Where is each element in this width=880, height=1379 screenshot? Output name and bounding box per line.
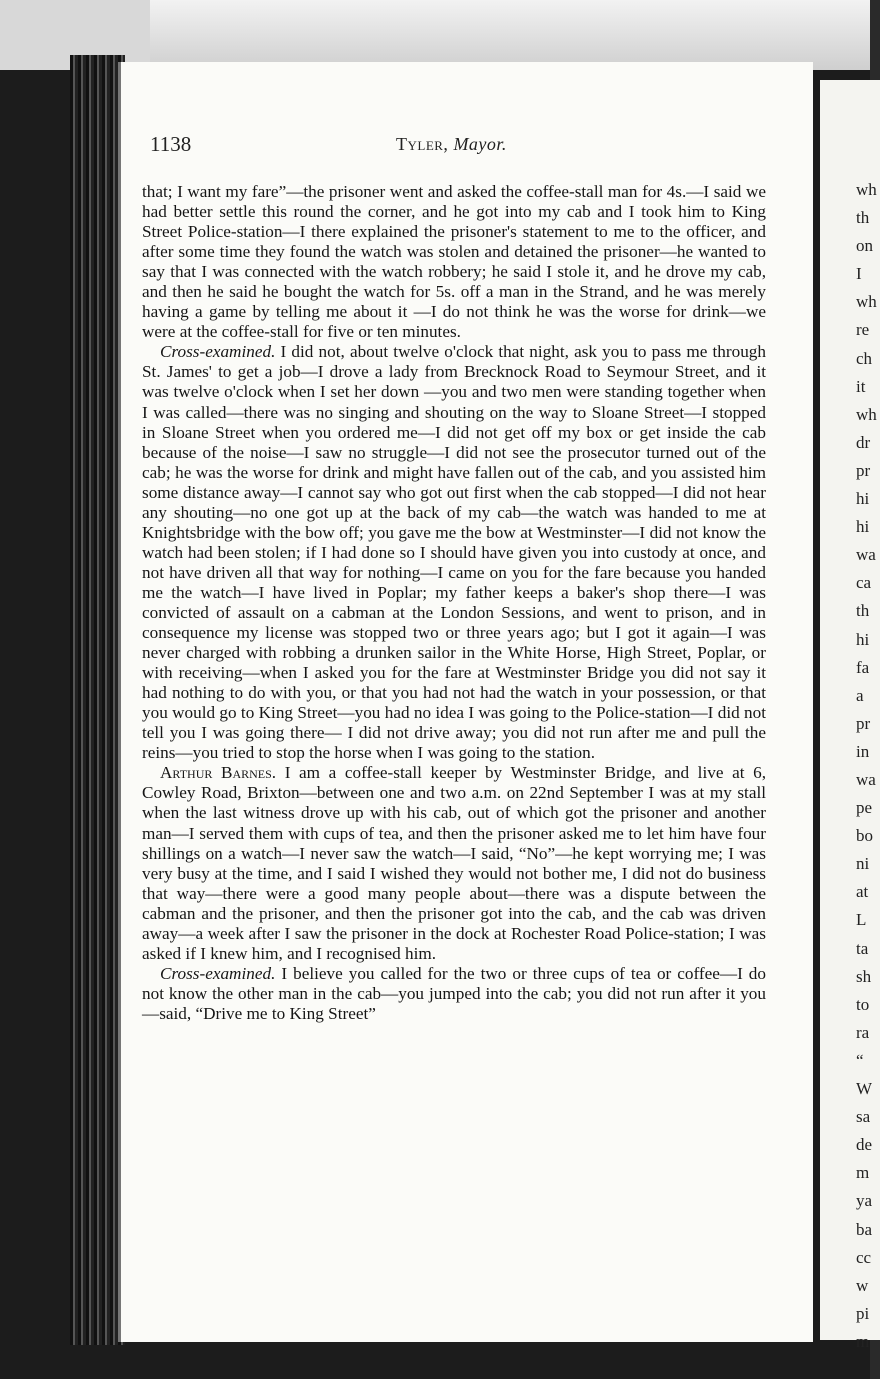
facing-page-fragment: a	[856, 685, 864, 705]
running-title-role: Mayor.	[453, 134, 507, 154]
facing-page-fragment: w	[856, 1275, 869, 1295]
facing-page-fragment: at	[856, 882, 869, 902]
facing-page-fragment: hi	[856, 629, 870, 649]
facing-page-fragment: pe	[856, 798, 873, 818]
facing-page-fragment: pr	[856, 713, 871, 733]
witness-name: Arthur Barnes.	[160, 763, 277, 783]
facing-page-fragment: ra	[856, 1022, 870, 1042]
facing-page-fragment: ca	[856, 573, 872, 593]
facing-page-fragment: “	[856, 1050, 864, 1070]
facing-page-fragment: m	[856, 1331, 870, 1351]
body-text	[142, 182, 766, 1024]
facing-page-fragment: dr	[856, 432, 871, 452]
facing-page-fragment: de	[856, 1135, 873, 1155]
facing-page-fragment: wh	[856, 292, 877, 312]
facing-page-fragment: W	[856, 1079, 873, 1099]
facing-page-fragment: wa	[856, 770, 876, 789]
book-binding-edge	[70, 55, 125, 1345]
paragraph	[142, 964, 766, 1024]
facing-page-fragment: L	[856, 910, 867, 930]
paragraph	[142, 182, 766, 342]
facing-page-fragment: cc	[856, 1247, 872, 1267]
facing-page-fragment: ba	[856, 1219, 873, 1239]
facing-page-fragment: ch	[856, 348, 873, 368]
facing-page-fragment: m	[856, 1163, 870, 1183]
facing-page	[820, 80, 880, 1351]
facing-page-fragment: fa	[856, 657, 870, 677]
facing-page-fragment: I	[856, 264, 862, 284]
scan-top-paper	[150, 0, 870, 70]
facing-page-fragment: hi	[856, 517, 870, 537]
facing-page-fragment: re	[856, 320, 870, 340]
paragraph-text: that; I want my fare”—the prisoner went and asked the coffee-stall man for 4s.—I said we had better settle this round the corner, and he got into my cab and I took him to King Street Police-station—I there explained the prisoner's statement to me to the officer, and after some time they found the watch was stolen and detained the prisoner—he wanted to say that I was connected with the watch robbery; he said I stole it, and he drove my cab, and then he said he bought the watch for 5s. off a man in the Strand, and he was merely having a game by telling me about it —I do not think he was the worse for drink—we were at the coffee-stall for five or ten minutes.	[142, 182, 766, 342]
running-title-name: Tyler,	[396, 134, 449, 154]
paragraph-text: I believe you called for the two or three cups of tea or coffee—I do not know the other man in the cab—you jumped into the cab; you did not run after it you—said, “Drive me to King Street”	[142, 963, 766, 1023]
facing-page-fragment: th	[856, 208, 870, 228]
facing-page-fragment: wh	[856, 404, 877, 424]
page-header	[150, 132, 750, 158]
facing-page-fragment: wa	[856, 545, 876, 565]
facing-page-fragment: it	[856, 376, 866, 396]
facing-page-fragment: sh	[856, 966, 872, 986]
facing-page-fragment: pi	[856, 1303, 870, 1323]
facing-page-fragment: bo	[856, 826, 873, 846]
facing-page-fragment: ta	[856, 938, 869, 958]
paragraph-text: I did not, about twelve o'clock that night, ask you to pass me through St. James' to get a job—I drove a lady from Brecknock Road to Seymour Street, and it was twelve o'clock when I set her down —you and two men were standing together when I was called—there was no singing and shouting on the way to Sloane Street—I stopped in Sloane Street when you ordered me—I did not get off my box or get inside the cab because of the noise—I saw no struggle—I did not see the prosecutor turned out of the cab; he was the worse for drink and might have fallen out of the cab, and you assisted him some distance away—I cannot say who got out first when the cab stopped—I did not hear any shouting—no one got up at the back of my cab—the watch was handed to me at Knightsbridge with the bow off; you gave me the bow at Westminster—I did not know the watch had been stolen; if I had done so I should have given you into custody at once, and not have driven all that way for nothing—I came on you for the fare because you handed me the watch—I have lived in Poplar; my father keeps a baker's shop there—I was convicted of assault on a cabman at the London Sessions, and went to prison, and in consequence my license was stopped two or three years ago; but I got it again—I was never charged with robbing a drunken sailor in the White Horse, High Street, Poplar, or with receiving—when I asked you for the fare at Westminster Bridge you did not say it had nothing to do with you, or that you had not had the watch in your possession, or that you would go to King Street—you had no idea I was going to the Police-station—I did not tell you I was going there— I did not drive away; you did not run after me and pull the reins—you tried to stop the horse when I was going to the station.	[142, 342, 766, 763]
facing-page-fragment: hi	[856, 489, 870, 509]
page-number: 1138	[150, 132, 192, 156]
facing-page-fragment: wh	[856, 180, 877, 199]
paragraph-lead: Cross-examined.	[160, 342, 276, 362]
facing-page-fragment: ya	[856, 1191, 873, 1211]
facing-page-fragment: sa	[856, 1107, 871, 1127]
running-title	[396, 134, 507, 155]
paragraph	[142, 342, 766, 763]
facing-page-fragment: on	[856, 236, 873, 256]
facing-page-fragment: to	[856, 994, 870, 1014]
facing-page-fragment: ni	[856, 854, 870, 874]
paragraph	[142, 763, 766, 963]
paragraph-lead: Cross-examined.	[160, 963, 276, 983]
facing-page-fragment: in	[856, 741, 870, 761]
facing-page-fragment: pr	[856, 460, 871, 480]
paragraph-text: I am a coffee-stall keeper by Westminster Bridge, and live at 6, Cowley Road, Brixton—between one and two a.m. on 22nd September I was at my stall when the last witness drove up with his cab, out of which got the prisoner and another man—I served them with cups of tea, and then the prisoner asked me to let him have four shillings on a watch—I never saw the watch—I said, “No”—he kept worrying me; I was very busy at the time, and I said I wished they would not bother me, I did not do business that way—there were a good many people about—there was a dispute between the cabman and the prisoner, and then the prisoner got into the cab, and the cab was driven away—a week after I saw the prisoner in the dock at Rochester Road Police-station; I was asked if I knew him, and I recognised him.	[142, 763, 766, 963]
facing-page-fragment: th	[856, 601, 870, 621]
